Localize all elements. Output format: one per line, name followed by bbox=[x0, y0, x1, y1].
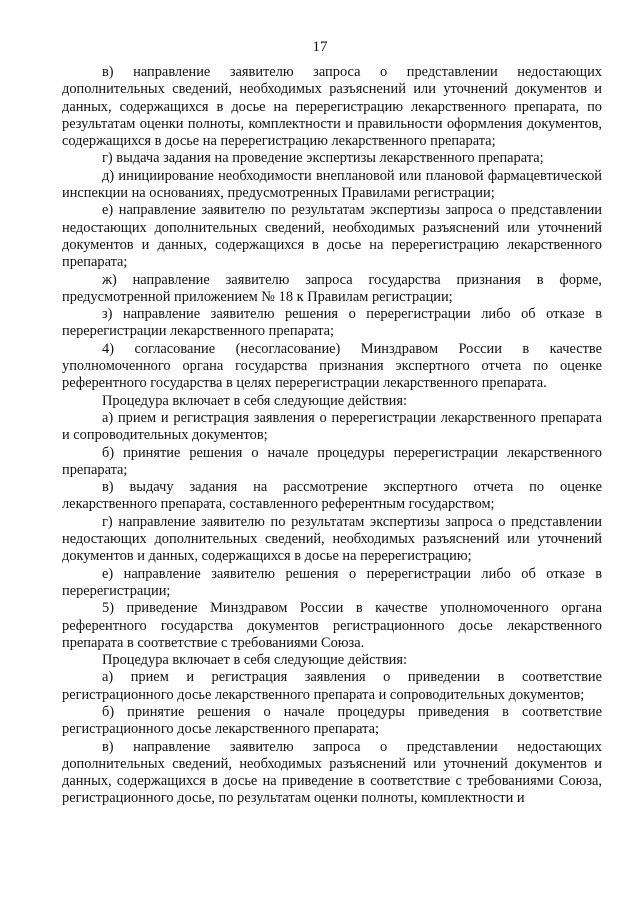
paragraph-e-expertise-request: е) направление заявителю по результатам экспертизы запроса о представлении недостающих дополнительных сведений, необходимых разъяснений или уточнений документов и данных, содержащихся в досье на перерегистрацию лекарственного препарата; bbox=[62, 202, 602, 271]
paragraph-e-decision: е) направление заявителю решения о перерегистрации либо об отказе в перерегистрации; bbox=[62, 565, 602, 599]
paragraph-b-decision-start-2: б) принятие решения о начале процедуры приведения в соответствие регистрационного досье лекарственного препарата; bbox=[62, 703, 602, 738]
paragraph-a-reception: а) прием и регистрация заявления о перерегистрации лекарственного препарата и сопроводительных документов; bbox=[62, 409, 602, 444]
paragraph-zh-recognition-request: ж) направление заявителю запроса государства признания в форме, предусмотренной приложением № 18 к Правилам регистрации; bbox=[62, 271, 602, 305]
paragraph-procedure-intro: Процедура включает в себя следующие действия: bbox=[102, 392, 407, 409]
paragraph-g-expertise-task: г) выдача задания на проведение экспертизы лекарственного препарата; bbox=[102, 150, 544, 167]
paragraph-procedure-intro-2: Процедура включает в себя следующие действия: bbox=[102, 652, 407, 669]
paragraph-b-decision-start: б) принятие решения о начале процедуры перерегистрации лекарственного препарата; bbox=[62, 444, 602, 478]
paragraph-5-alignment: 5) приведение Минздравом России в качестве уполномоченного органа референтного государства документов регистрационного досье лекарственного препарата в соответствие с требованиями Союза. bbox=[62, 600, 602, 651]
paragraph-v-request: в) направление заявителю запроса о представлении недостающих дополнительных сведений, необходимых разъяснений или уточнений документов и данных, содержащихся в досье на перерегистрацию лекарственного препарата, по результатам оценки полноты, комплектности и правильности оформления документов, содержащихся в досье на перерегистрацию лекарственного препарата; bbox=[62, 64, 602, 150]
paragraph-4-approval: 4) согласование (несогласование) Минздравом России в качестве уполномоченного органа государства признания экспертного отчета по оценке референтного государства в целях перерегистрации лекарственного препарата. bbox=[62, 340, 602, 392]
paragraph-v-request-2: в) направление заявителю запроса о представлении недостающих дополнительных сведений, необходимых разъяснений или уточнений документов и данных, содержащихся в досье на приведение в соответствие с требованиями Союза, регистрационного досье, по результатам оценки полноты, комплектности и bbox=[62, 738, 602, 807]
document-body bbox=[62, 64, 602, 808]
paragraph-v-report-review: в) выдачу задания на рассмотрение экспертного отчета по оценке лекарственного препарата, составленного референтным государством; bbox=[62, 479, 602, 513]
paragraph-d-inspection: д) инициирование необходимости внеплановой или плановой фармацевтической инспекции на основаниях, предусмотренных Правилами регистрации; bbox=[62, 167, 602, 202]
paragraph-g-expertise-request: г) направление заявителю по результатам экспертизы запроса о представлении недостающих дополнительных сведений, необходимых разъяснений или уточнений документов и данных, содержащихся в досье на перерегистрацию; bbox=[62, 513, 602, 565]
paragraph-a-reception-2: а) прием и регистрация заявления о приведении в соответствие регистрационного досье лекарственного препарата и сопроводительных документов; bbox=[62, 669, 602, 703]
page-number: 17 bbox=[312, 39, 328, 55]
paragraph-z-decision: з) направление заявителю решения о перерегистрации либо об отказе в перерегистрации лекарственного препарата; bbox=[62, 306, 602, 340]
